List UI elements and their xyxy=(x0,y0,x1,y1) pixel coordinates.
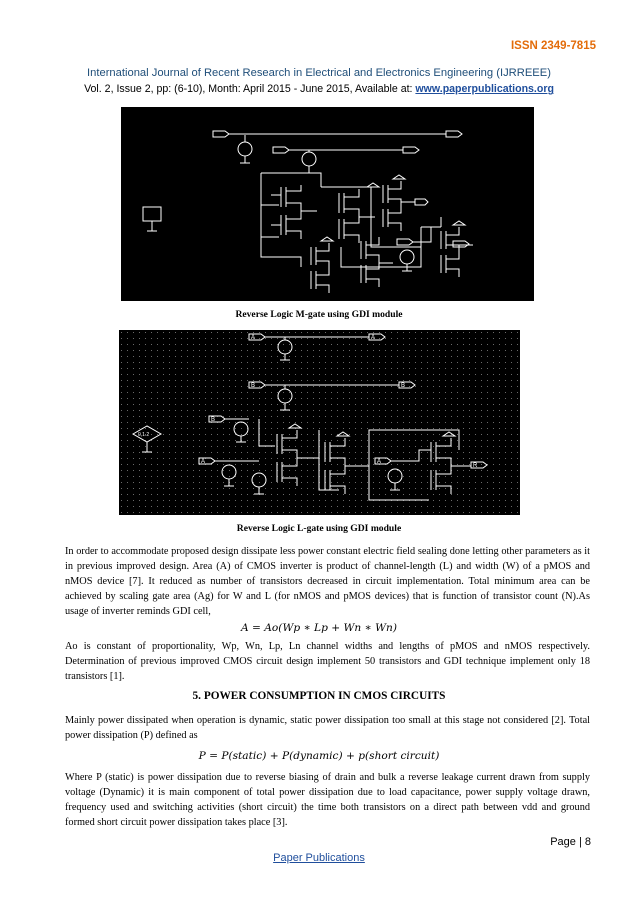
fig2-label-a-out: A xyxy=(371,335,376,341)
fig2-label-a-in2: A xyxy=(201,459,206,465)
page-number: Page | 8 xyxy=(550,836,591,848)
fig2-label-source: 0,1.2 xyxy=(138,432,150,438)
paragraph-constants: Ao is constant of proportionality, Wp, Wn, Lp, Ln channel widths and lengths of pMOS and nMOS respectively. Determination of previous improved CMOS circuit design implement 50 transistors and GDI technique implement only 18 transistors [1]. xyxy=(65,641,590,683)
power-equation: P = P(static) + P(dynamic) + p(short circuit) xyxy=(198,750,440,762)
fig2-label-b-out: B xyxy=(401,383,406,389)
website-link[interactable]: www.paperpublications.org xyxy=(415,83,554,95)
figure1-caption: Reverse Logic M-gate using GDI module xyxy=(235,309,403,320)
volume-text: Vol. 2, Issue 2, pp: (6-10), Month: April 2015 - June 2015, Available at: xyxy=(84,83,416,95)
paragraph-power: Mainly power dissipated when operation is dynamic, static power dissipation too small at this stage not considered [2]. Total power dissipation (P) defined as xyxy=(65,715,590,742)
section-heading: 5. POWER CONSUMPTION IN CMOS CIRCUITS xyxy=(192,690,446,702)
fig2-label-e: A xyxy=(377,459,382,465)
figure2-caption: Reverse Logic L-gate using GDI module xyxy=(236,523,402,534)
fig2-label-b-in2: B xyxy=(211,417,216,423)
volume-line xyxy=(0,83,638,95)
area-equation: A = Ao(Wp ∗ Lp + Wn ∗ Wn) xyxy=(241,622,397,634)
fig2-label-b-in: B xyxy=(251,383,256,389)
fig2-label-a-in: A xyxy=(251,335,256,341)
journal-title: International Journal of Recent Research in Electrical and Electronics Engineering (IJRREEE) xyxy=(87,67,551,79)
publisher-link[interactable]: Paper Publications xyxy=(273,852,365,864)
paragraph-static-power: Where P (static) is power dissipation due to reverse biasing of drain and bulk a reverse leakage current drawn from supply voltage (Dynamic) it is main component of total power dissipation due to load capacitance, power supply voltage drawn, frequency used and switching activities (short circuit) the time both transistors on a direct path between vdd and ground formed short circuit power dissipation takes place [3]. xyxy=(65,772,590,829)
fig2-label-r: R xyxy=(473,463,478,469)
paragraph-area: In order to accommodate proposed design dissipate less power constant electric field sealing done letting other parameters as it in previous improved design. Area (A) of CMOS inverter is product of channel-length (L) and width (W) of a pMOS and nMOS device [7]. It reduced as number of transistors decreased in circuit implementation. Total minimum area can be achieved by scaling gate area (Ag) for W and L (for nMOS and pMOS devices) that is function of transistor count (N).As usage of inverter reminds GDI cell, xyxy=(65,546,590,618)
l-gate-schematic xyxy=(119,330,520,515)
m-gate-schematic xyxy=(121,107,534,301)
issn-label: ISSN 2349-7815 xyxy=(510,40,596,52)
